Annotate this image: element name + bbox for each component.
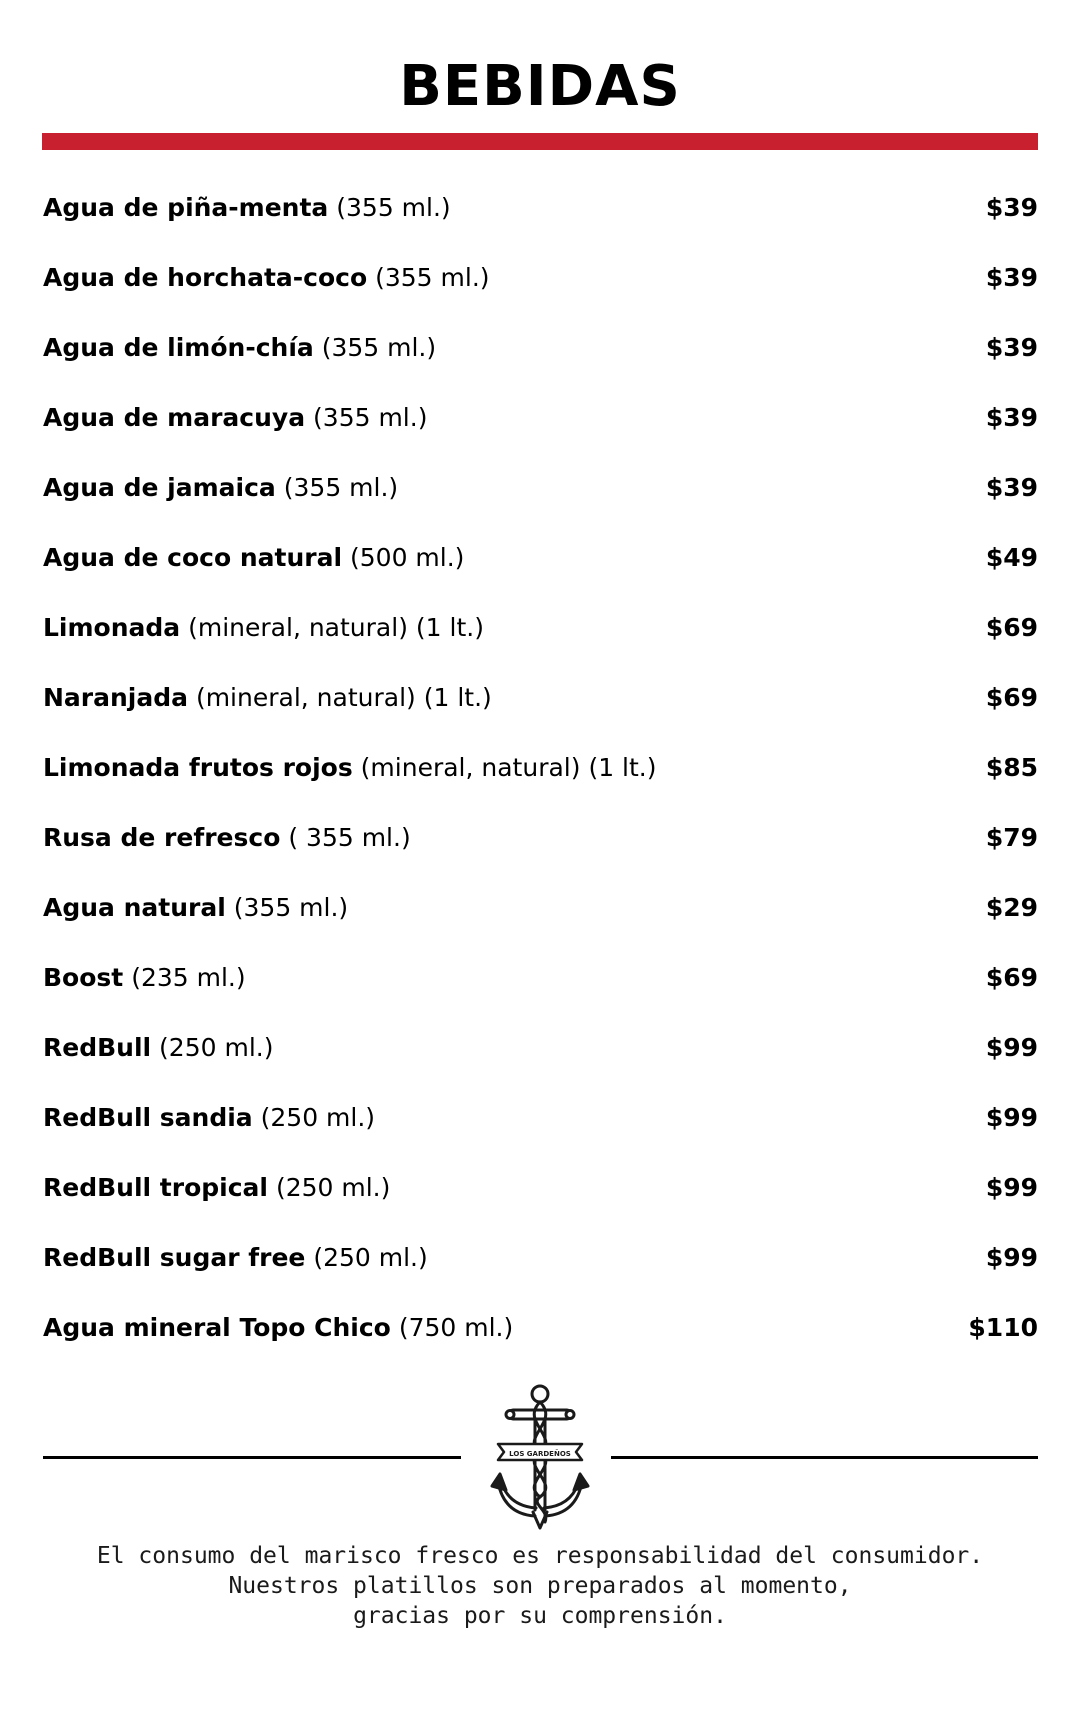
item-name: Agua de jamaica <box>43 472 276 502</box>
item-name: Limonada frutos rojos <box>43 752 353 782</box>
item-detail: (250 ml.) <box>275 1172 391 1202</box>
item-detail: (235 ml.) <box>131 962 246 992</box>
item-name: Naranjada <box>43 682 188 712</box>
drinks-menu-list <box>43 172 1038 1362</box>
footer-line-3: gracias por su comprensión. <box>353 1603 727 1629</box>
divider-left <box>43 1456 461 1459</box>
footer-line-2: Nuestros platillos son preparados al momento, <box>228 1573 852 1599</box>
item-name: Agua natural <box>43 892 226 922</box>
item-price: $69 <box>985 682 1038 712</box>
menu-item <box>43 172 1038 242</box>
anchor-icon <box>490 1382 590 1534</box>
menu-item <box>43 382 1038 452</box>
item-name: Agua de horchata-coco <box>43 262 368 292</box>
menu-item <box>43 1222 1038 1292</box>
menu-item <box>43 1152 1038 1222</box>
item-detail: (750 ml.) <box>398 1312 514 1342</box>
item-name: Agua de limón-chía <box>43 332 314 362</box>
item-detail: (355 ml.) <box>375 262 490 292</box>
title-accent-bar <box>42 133 1038 150</box>
item-detail: (355 ml.) <box>313 402 428 432</box>
item-name: Agua mineral Topo Chico <box>43 1312 391 1342</box>
menu-item <box>43 732 1038 802</box>
divider-right <box>611 1456 1038 1459</box>
footer-disclaimer <box>0 1541 1080 1631</box>
item-price: $99 <box>985 1172 1038 1202</box>
item-name: RedBull sandia <box>43 1102 253 1132</box>
emblem-banner-text: LOS GARDEÑOS <box>509 1450 571 1458</box>
item-detail: (355 ml.) <box>283 472 399 502</box>
item-price: $39 <box>985 402 1038 432</box>
footer-line-1: El consumo del marisco fresco es responsabilidad del consumidor. <box>96 1543 984 1569</box>
menu-item <box>43 1012 1038 1082</box>
menu-item <box>43 1082 1038 1152</box>
item-price: $49 <box>985 542 1038 572</box>
menu-item <box>43 312 1038 382</box>
menu-item <box>43 872 1038 942</box>
item-detail: (mineral, natural) (1 lt.) <box>188 612 484 642</box>
menu-item <box>43 662 1038 732</box>
item-detail: (mineral, natural) (1 lt.) <box>360 752 657 782</box>
item-name: RedBull sugar free <box>43 1242 306 1272</box>
item-price: $29 <box>985 892 1038 922</box>
page-title: BEBIDAS <box>399 54 681 119</box>
item-detail: (250 ml.) <box>313 1242 428 1272</box>
item-name: Rusa de refresco <box>43 822 281 852</box>
menu-item <box>43 592 1038 662</box>
item-name: Limonada <box>43 612 181 642</box>
item-detail: (mineral, natural) (1 lt.) <box>195 682 492 712</box>
item-detail: (355 ml.) <box>321 332 437 362</box>
item-name: Agua de coco natural <box>43 542 343 572</box>
item-price: $110 <box>968 1312 1038 1342</box>
item-price: $99 <box>985 1242 1038 1272</box>
item-price: $85 <box>985 752 1038 782</box>
item-price: $79 <box>985 822 1038 852</box>
menu-item <box>43 942 1038 1012</box>
item-price: $39 <box>985 472 1038 502</box>
menu-item <box>43 522 1038 592</box>
item-price: $39 <box>985 192 1038 222</box>
item-name: RedBull tropical <box>43 1172 268 1202</box>
item-price: $99 <box>985 1032 1038 1062</box>
item-price: $69 <box>985 962 1038 992</box>
item-detail: (355 ml.) <box>336 192 451 222</box>
item-detail: (500 ml.) <box>350 542 465 572</box>
menu-item <box>43 452 1038 522</box>
item-detail: ( 355 ml.) <box>288 822 411 852</box>
item-price: $69 <box>985 612 1038 642</box>
item-detail: (355 ml.) <box>233 892 349 922</box>
menu-item <box>43 242 1038 312</box>
item-detail: (250 ml.) <box>260 1102 376 1132</box>
item-price: $99 <box>985 1102 1038 1132</box>
anchor-logo <box>490 1382 590 1534</box>
item-name: Agua de piña-menta <box>43 192 329 222</box>
menu-item <box>43 802 1038 872</box>
item-name: Agua de maracuya <box>43 402 306 432</box>
item-detail: (250 ml.) <box>159 1032 274 1062</box>
item-name: RedBull <box>43 1032 152 1062</box>
menu-item <box>43 1292 1038 1362</box>
item-name: Boost <box>43 962 124 992</box>
item-price: $39 <box>985 262 1038 292</box>
item-price: $39 <box>985 332 1038 362</box>
